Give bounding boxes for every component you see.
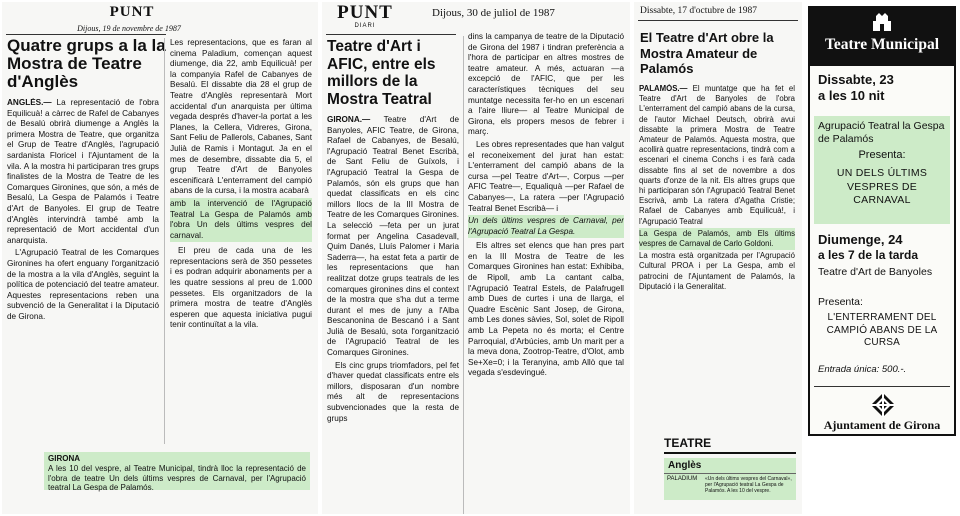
ad-time-1: a les 10 nit	[818, 88, 885, 103]
clip1-headline: Quatre grups a la la Mostra de Teatre d'Anglès	[7, 36, 166, 91]
clipping-palamos	[634, 2, 802, 514]
clip3-body	[639, 84, 795, 380]
ad-teatre-municipal	[808, 6, 956, 436]
clip2-column-divider	[463, 36, 464, 514]
ad-footer-city: Ajuntament de Girona	[823, 418, 941, 432]
clip2-col2-highlight: Un dels últims vespres de Carnaval, per l'Agrupació Teatral La Gespa.	[468, 215, 624, 238]
ad-date-1: Dissabte, 23	[818, 72, 894, 87]
clip2-col2-para-3	[468, 241, 624, 379]
clip2-col1-lead: GIRONA.—	[327, 115, 371, 124]
clip2-headline: Teatre d'Art i AFIC, entre els millors de la Mostra Teatral	[327, 38, 436, 108]
clip1-column-1	[7, 98, 159, 450]
clip1-col2-para-2	[170, 246, 312, 331]
clip2-date: Dijous, 30 de juliol de 1987	[432, 7, 555, 19]
clip2-column-1	[327, 115, 459, 512]
clip2-masthead-sub: DIARI	[354, 23, 376, 29]
clip1-column-divider	[164, 38, 165, 444]
clip3-para-2	[639, 251, 795, 292]
ad-entry-price: Entrada única: 500.-.	[818, 364, 907, 375]
clip1-listing-box	[44, 452, 310, 493]
ad-header	[810, 8, 954, 66]
clip2-masthead: PUNT	[337, 2, 393, 23]
clip3-listing-text: «Un dels últims vespres del Carnaval», per l'Agrupació teatral La Gespa de Palamós. A les 10 del vespre.	[705, 476, 792, 494]
clip1-col1-lead: ANGLÈS.—	[7, 98, 52, 107]
ad-performance-1	[814, 116, 950, 224]
ad-title: Teatre Municipal	[824, 36, 940, 53]
clip3-para-1	[639, 84, 795, 227]
clip3-date: Dissabte, 17 d'octubre de 1987	[640, 6, 758, 16]
ad-play-2: L'ENTERRAMENT DEL CAMPIÓ ABANS DE LA CURSA	[826, 312, 938, 348]
clip2-rule	[326, 34, 456, 35]
clip1-col1-text-1: La representació de l'obra Equilicuà! a càrrec de Rafel de Cabanyes de Besalú obrirà diumenge a Anglès la primera Mostra de Teatre, que organitza el Grup de Teatre d'Anglès, l'agrupació sardanista Floricel i l'Ajuntament de la vila. A la mostra hi participaran tres grups finalistes de la Mostra de Teatre de les Comarques Gironines, que són, a més de Besalú, La Gespa de Palamós i Teatre d'Art de Banyoles. El grup de Teatre d'Anglès intervindrà també amb la representació de Mort accidental d'un anarquista.	[7, 98, 159, 245]
ad-city-logo-icon	[870, 392, 896, 418]
clip3-headline: El Teatre d'Art obre la Mostra Amateur de Palamós	[640, 30, 774, 76]
clip3-section-rule	[664, 452, 796, 454]
clip3-listing-venue: PALADIUM	[667, 476, 698, 482]
clip1-column-2	[170, 38, 312, 446]
clipping-angles	[2, 2, 318, 514]
clipping-afic	[322, 2, 630, 514]
clip2-col1-para-2	[327, 361, 459, 425]
clip1-col2-highlight: amb la intervenció de l'Agrupació Teatral La Gespa de Palamós amb l'obra Un dels últims vespres del carnaval.	[170, 198, 312, 242]
clip2-column-2	[468, 32, 624, 512]
clip1-col2-text-2: El preu de cada una de les representacions serà de 350 pessetes i es podran adquirir abonaments per a les quatre sessions al preu de 1.000 pessetes. Els organitzadors de la primera mostra de teatre d'Anglès esperen que aquesta iniciativa pugui tenir continuïtat a la vila.	[170, 246, 312, 330]
clip1-listing-place: GIRONA	[48, 454, 80, 463]
clip2-col1-text-1: Teatre d'Art de Banyoles, AFIC Teatre, de Girona, Rafael de Cabanyes, de Besalú, l'Agrupació Teatral Benet Escribà, de Sant Feliu de Guíxols, i l'Agrupació Teatral la Gespa de Palamós, són els grups que han quedat classificats en els cinc millors llocs de la III Mostra de Teatre de les Comarques Gironines. La selecció —feta per un jurat format per Angelina Casadevall, Quim Danés, Lluís Palomer i Maria Saderra—, ha estat feta a partir de les representacions que han realitzat dotze grups teatrals de les comarques gironines dins el context de la mostra que s'ha dut a terme durant el mes de juny a l'Alba Bescanonina de Bescanó i a Sant Julià de Besalú, sota l'organització de l'Agrupació Teatral de les Comarques Gironines.	[327, 115, 459, 358]
ad-group-1: Agrupació Teatral la Gespa de Palamós	[818, 120, 945, 145]
ad-presenta-1: Presenta:	[858, 149, 906, 161]
ad-footer-rule	[814, 386, 950, 387]
ad-date-2: Diumenge, 24	[818, 232, 903, 247]
clip1-listing-text: A les 10 del vespre, al Teatre Municipal, tindrà lloc la representació de l'obra de teatre Un dels últims vespres de Carnaval, per l'Agrupació teatral La Gespa de Palamós.	[48, 463, 306, 493]
clip1-col2-text-1: Les representacions, que es faran al cinema Paladium, començan aquest diumenge, dia 22, amb Equilicuà! per la companyia Rafel de Cabanyes de Besalú. El dissabte dia 28 el grup de Teatre d'Anglès representarà Mort accidental d'un anarquista per última vegada després d'haver-la portat a les Planes, la Cellera, Vidreres, Girona, Sant Feliu de Pallerols, Cabanes, Sant Julià de Ramis i Montagut. Ja en el mes de desembre, dissabte dia 5, el grup Teatre d'Art de Banyoles escenificarà L'enterrament del campió abans de la cursa, i la mostra acabarà	[170, 38, 312, 196]
ad-time-2: a les 7 de la tarda	[818, 248, 919, 262]
clip3-rule	[638, 20, 798, 21]
clip1-rule	[6, 34, 166, 35]
clip3-text-1: El muntatge que ha fet el Teatre d'Art de Banyoles de l'obra L'enterrament del campió abans de la cursa, de l'autor Michael Deutsch, obrirà avui dissabte la primera Mostra de Teatre Amateur de Palamós. Aquesta mostra, que acollirà quatre representacions, tindrà com a escenari el cinema Conchs i es farà cada dissabte fins al set de novembre a dos quarts d'onze de la nit. Els altres grups que hi participaran són l'Agrupació Teatral Benet Escrivà, amb La ratera d'Agatha Cristie; Rafael de Cabanyes amb Equilicuà!, i l'Agrupació Teatral	[639, 84, 795, 226]
clip2-col2-text-1: dins la campanya de teatre de la Diputació de Girona del 1987 i tindran preferència a l'hora de participar en altres mostres de teatre amateur. A més, actuaran —a excepció de l'AFIC, que per les característiques tècniques del seu muntatge necessita fer-ho en un escenari a l'aire lliure— al Teatre Municipal de Girona, els propers mesos de febrer i març.	[468, 32, 624, 137]
clip2-col1-text-2: Els cinc grups triomfadors, pel fet d'haver quedat classificats entre els millors, disposaran d'un nombre més alt de representacions subvencionades que la resta de grups	[327, 360, 459, 423]
clip3-section-title: TEATRE	[664, 436, 712, 450]
clip3-highlight: La Gespa de Palamós, amb Els últims vespres de Carnaval de Carlo Goldoni.	[639, 228, 795, 250]
ad-crest-icon	[870, 11, 894, 33]
clip3-listing-box	[664, 458, 796, 500]
clip1-col1-para-2	[7, 248, 159, 322]
ad-play-1: UN DELS ÚLTIMS VESPRES DE CARNAVAL	[836, 167, 928, 206]
clip1-date: Dijous, 19 de novembre de 1987	[77, 24, 181, 33]
clip2-col2-text-2: Les obres representades que han valgut el reconeixement del jurat han estat: L'enterrament del campió abans de la cursa —pel Teatre d'Art—, Corpus —per AFIC Teatre—, Equaliquà —per Rafael de Cabanyes—, La ratera —per l'Agrupació Teatral Benet Escribà— i	[468, 139, 624, 213]
clip3-lead: PALAMÓS.—	[639, 84, 688, 93]
clip3-listing-city: Anglès	[668, 460, 702, 471]
clip3-text-2: La mostra està organitzada per l'Agrupació Cultural PROA i per La Gespa, amb el patrocini de l'Ajuntament de Palamós, la Diputació i la Generalitat.	[639, 251, 795, 291]
clip1-col2-para-1	[170, 38, 312, 197]
clip2-col2-para-1	[468, 32, 624, 138]
clip1-col1-para-1	[7, 98, 159, 246]
clip1-masthead: PUNT	[109, 4, 155, 20]
clip2-col2-para-2	[468, 140, 624, 214]
clip2-masthead-block	[330, 3, 400, 29]
clip3-listing-row	[664, 473, 796, 496]
clip2-col1-para-1	[327, 115, 459, 359]
ad-group-2: Teatre d'Art de Banyoles	[818, 266, 933, 278]
ad-presenta-2: Presenta:	[818, 296, 863, 308]
clip1-col1-text-2: L'Agrupació Teatral de les Comarques Gironines ha ofert enguany l'organització de la mostra a la vila d'Anglès, seguint la política de potenciació del teatre amateur. Aquestes representacions reben una subvenció de la Generalitat i la Diputació de Girona.	[7, 248, 159, 321]
clip2-col2-text-3: Els altres set elencs que han pres part en la III Mostra de Teatre de les Comarques Gironines han estat: Exhibiba, de Ripoll, amb La cantant calba, l'Agrupació Teatral Estels, de Palafrugell amb Dues de curtes i una de llarga, el Quadre Escènic Sant Josep, de Girona, amb Les dones sàvies, Sol, solet de Ripoll amb La Pepeta no és morta; el Centre Parroquial, d'Arbúcies, amb Un marit per a la meva dona, Zootrop-Teatre, d'Olot, amb Se+Xe=0; i la Teranyina, amb Allò que tal vegada s'esdevingué.	[468, 241, 624, 378]
